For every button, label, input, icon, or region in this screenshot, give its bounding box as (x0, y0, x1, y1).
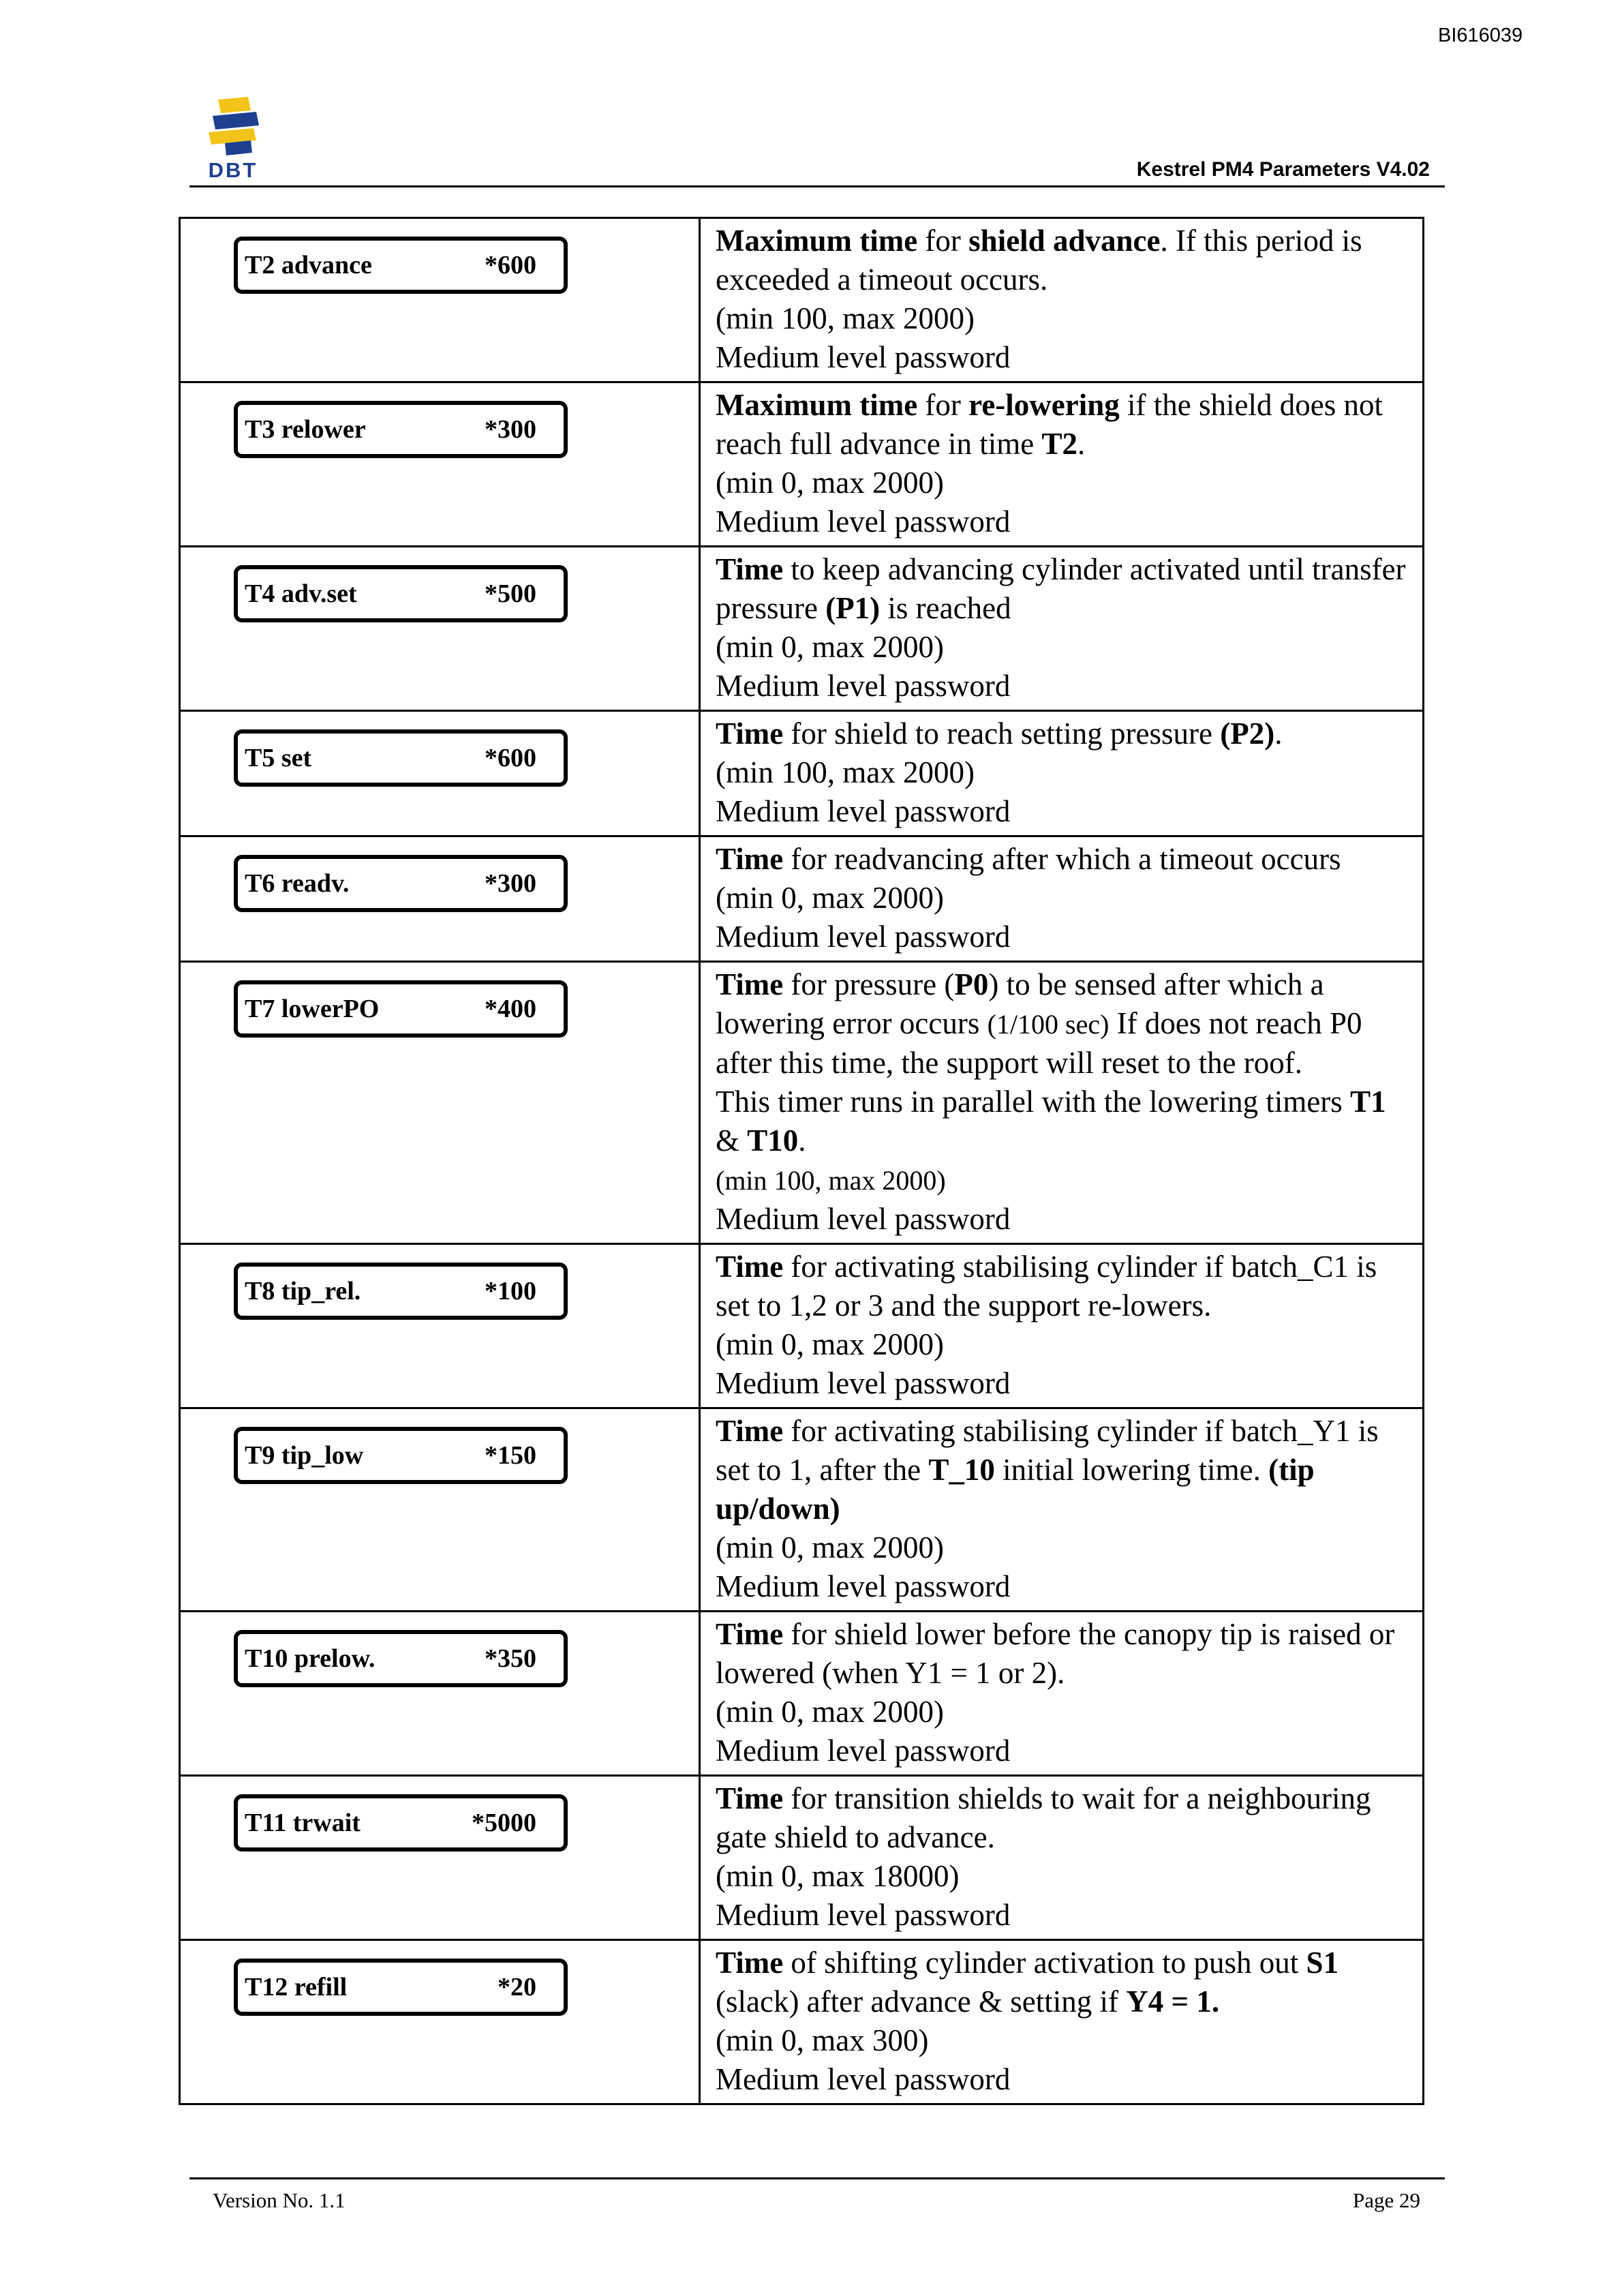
parameter-display (234, 1427, 568, 1484)
text-segment: Medium level password (716, 340, 1011, 374)
parameter-display-cell (180, 382, 700, 547)
bold-text: T10 (747, 1123, 799, 1158)
parameter-name: T5 set (245, 744, 312, 772)
parameter-name: T6 readv. (245, 869, 350, 898)
description-line (716, 840, 1409, 879)
parameter-display-cell (180, 547, 700, 711)
description-line (716, 1615, 1409, 1654)
parameter-description (700, 547, 1424, 711)
dbt-logo-icon (185, 95, 281, 157)
text-segment: (min 0, max 300) (716, 2023, 929, 2057)
table-row (180, 711, 1424, 836)
text-segment: lowered (when Y1 = 1 or 2). (716, 1656, 1065, 1690)
bold-text: (P2) (1220, 716, 1275, 751)
parameter-display-cell (180, 218, 700, 382)
table-row (180, 547, 1424, 711)
parameter-value: *300 (485, 415, 536, 444)
description-line (716, 550, 1409, 589)
description-line (716, 1364, 1409, 1403)
description-line (716, 1857, 1409, 1896)
parameter-name: T12 refill (245, 1973, 348, 2002)
footer-divider (189, 2177, 1445, 2179)
bold-text: T1 (1350, 1085, 1386, 1119)
table-row (180, 382, 1424, 547)
description-line (716, 464, 1409, 502)
parameter-description (700, 1408, 1424, 1612)
bold-text: Time (716, 967, 784, 1001)
parameter-description (700, 382, 1424, 547)
description-line (716, 1160, 1409, 1200)
text-segment: Medium level password (716, 504, 1011, 539)
parameter-description (700, 962, 1424, 1244)
parameter-value: *400 (485, 995, 536, 1023)
parameter-description (700, 711, 1424, 836)
parameter-description (700, 1776, 1424, 1940)
parameter-name: T4 adv.set (245, 579, 357, 608)
parameter-display (234, 1794, 568, 1852)
description-line (716, 1412, 1409, 1451)
text-segment: If does not reach P0 (1109, 1006, 1362, 1040)
parameter-display-cell (180, 1244, 700, 1408)
bold-text: Y4 = 1. (1126, 1984, 1220, 2019)
text-segment: (min 100, max 2000) (716, 301, 975, 335)
table-row (180, 836, 1424, 962)
parameter-display-cell (180, 711, 700, 836)
parameter-display (234, 401, 568, 458)
description-line (716, 628, 1409, 667)
parameter-name: T7 lowerPO (245, 995, 380, 1023)
description-line (716, 1944, 1409, 1982)
description-line (716, 1004, 1409, 1044)
bold-text: S1 (1306, 1946, 1339, 1980)
description-line (716, 1528, 1409, 1567)
parameter-display (234, 980, 568, 1038)
parameter-display (234, 565, 568, 622)
parameter-display (234, 1959, 568, 2016)
text-segment: is reached (880, 591, 1011, 625)
description-line (716, 1490, 1409, 1528)
text-segment: after this time, the support will reset to the roof. (716, 1046, 1303, 1080)
text-segment: (slack) after advance & setting if (716, 1984, 1127, 2019)
bold-text: Time (716, 842, 784, 876)
text-segment: (min 0, max 18000) (716, 1859, 960, 1893)
text-segment: (min 0, max 2000) (716, 1530, 944, 1565)
bold-text: Time (716, 1946, 784, 1980)
bold-text: re-lowering (968, 388, 1120, 422)
table-row (180, 1244, 1424, 1408)
description-line (716, 714, 1409, 753)
description-line (716, 425, 1409, 464)
text-segment: Medium level password (716, 1569, 1011, 1603)
document-id: BI616039 (1438, 25, 1523, 46)
bold-text: (tip (1268, 1453, 1315, 1487)
parameter-description (700, 1612, 1424, 1776)
parameter-value: *350 (485, 1644, 536, 1673)
bold-text: Maximum time (716, 224, 918, 258)
description-line (716, 1200, 1409, 1239)
bold-text: shield advance (968, 224, 1161, 258)
description-line (716, 1248, 1409, 1286)
text-segment: . (1077, 427, 1086, 461)
text-segment: of shifting cylinder activation to push out (783, 1946, 1306, 1980)
description-line (716, 1044, 1409, 1083)
bold-text: (P1) (825, 591, 881, 625)
text-segment: (min 0, max 2000) (716, 881, 944, 915)
description-line (716, 1567, 1409, 1606)
text-segment: lowering error occurs (716, 1006, 988, 1040)
parameter-display (234, 237, 568, 294)
parameter-value: *20 (498, 1973, 536, 2002)
parameter-display-cell (180, 1612, 700, 1776)
description-line (716, 1693, 1409, 1732)
parameter-value: *600 (485, 251, 536, 280)
bold-text: Time (716, 716, 784, 751)
description-line (716, 667, 1409, 706)
text-segment: if the shield does not (1119, 388, 1383, 422)
description-line (716, 1286, 1409, 1325)
text-segment: for (917, 224, 969, 258)
text-segment: (min 100, max 2000) (716, 755, 975, 789)
logo-text: DBT (208, 158, 258, 182)
text-segment: for shield lower before the canopy tip is raised or (783, 1617, 1395, 1651)
description-line (716, 753, 1409, 792)
description-line (716, 1451, 1409, 1490)
parameter-display-cell (180, 962, 700, 1244)
description-line (716, 1083, 1409, 1121)
bold-text: Time (716, 1781, 784, 1815)
bold-text: Time (716, 552, 784, 586)
parameter-name: T11 trwait (245, 1809, 361, 1837)
text-segment: for activating stabilising cylinder if batch_Y1 is (783, 1414, 1379, 1448)
table-row (180, 1612, 1424, 1776)
description-line (716, 502, 1409, 541)
text-segment: initial lowering time. (994, 1453, 1269, 1487)
parameter-description (700, 218, 1424, 382)
text-segment: . (798, 1123, 806, 1158)
text-segment: for readvancing after which a timeout occurs (783, 842, 1341, 876)
parameter-display-cell (180, 836, 700, 962)
dbt-logo (185, 95, 281, 184)
text-segment: for shield to reach setting pressure (783, 716, 1221, 751)
bold-text: Time (716, 1414, 784, 1448)
parameter-name: T10 prelow. (245, 1644, 376, 1673)
parameters-table (179, 217, 1424, 2105)
text-segment: for transition shields to wait for a neighbouring (783, 1781, 1371, 1815)
text-segment: (1/100 sec) (987, 1009, 1110, 1040)
text-segment: to keep advancing cylinder activated until transfer (783, 552, 1406, 586)
description-line (716, 1896, 1409, 1935)
description-line (716, 589, 1409, 628)
description-line (716, 1121, 1409, 1160)
text-segment: Medium level password (716, 1734, 1011, 1768)
text-segment: for activating stabilising cylinder if batch_C1 is (783, 1250, 1377, 1284)
description-line (716, 1325, 1409, 1364)
parameter-value: *100 (485, 1277, 536, 1305)
parameter-name: T8 tip_rel. (245, 1277, 361, 1305)
parameter-description (700, 836, 1424, 962)
bold-text: P0 (954, 967, 989, 1001)
parameter-value: *150 (485, 1441, 536, 1470)
parameter-display (234, 729, 568, 787)
page-number: Page 29 (1352, 2188, 1420, 2212)
bold-text: Maximum time (716, 388, 918, 422)
header-divider (189, 185, 1445, 187)
parameter-name: T9 tip_low (245, 1441, 364, 1470)
text-segment: for pressure ( (783, 967, 955, 1001)
text-segment: set to 1, after the (716, 1453, 929, 1487)
table-row (180, 962, 1424, 1244)
text-segment: set to 1,2 or 3 and the support re-lowers. (716, 1288, 1212, 1323)
description-line (716, 2021, 1409, 2060)
text-segment: (min 0, max 2000) (716, 466, 944, 500)
description-line (716, 792, 1409, 831)
table-row (180, 1408, 1424, 1612)
text-segment: for (917, 388, 969, 422)
text-segment: Medium level password (716, 794, 1011, 828)
text-segment: Medium level password (716, 920, 1011, 954)
parameter-value: *5000 (472, 1809, 536, 1837)
text-segment: . If this period is (1160, 224, 1362, 258)
bold-text: Time (716, 1250, 784, 1284)
parameter-description (700, 1244, 1424, 1408)
version-number: Version No. 1.1 (213, 2188, 346, 2212)
text-segment: (min 0, max 2000) (716, 1327, 944, 1361)
parameter-name: T2 advance (245, 251, 372, 280)
description-line (716, 338, 1409, 377)
text-segment: ) to be sensed after which a (988, 967, 1324, 1001)
text-segment: exceeded a timeout occurs. (716, 262, 1048, 297)
text-segment: reach full advance in time (716, 427, 1042, 461)
parameter-value: *300 (485, 869, 536, 898)
text-segment: Medium level password (716, 1202, 1011, 1236)
parameter-display-cell (180, 1940, 700, 2104)
text-segment: gate shield to advance. (716, 1820, 995, 1854)
table-row (180, 1940, 1424, 2104)
description-line (716, 260, 1409, 299)
text-segment: Medium level password (716, 1898, 1011, 1932)
description-line (716, 1654, 1409, 1693)
parameter-value: *600 (485, 744, 536, 772)
description-line (716, 1818, 1409, 1857)
bold-text: T_10 (928, 1453, 995, 1487)
parameter-display-cell (180, 1776, 700, 1940)
bold-text: Time (716, 1617, 784, 1651)
parameter-display (234, 855, 568, 912)
description-line (716, 2060, 1409, 2099)
description-line (716, 965, 1409, 1004)
description-line (716, 386, 1409, 425)
text-segment: (min 0, max 2000) (716, 630, 944, 664)
description-line (716, 879, 1409, 918)
bold-text: up/down) (716, 1492, 840, 1526)
text-segment: Medium level password (716, 669, 1011, 703)
text-segment: Medium level password (716, 2062, 1011, 2096)
document-title: Kestrel PM4 Parameters V4.02 (1136, 158, 1430, 181)
description-line (716, 1732, 1409, 1770)
text-segment: This timer runs in parallel with the lowering timers (716, 1085, 1351, 1119)
text-segment: (min 0, max 2000) (716, 1695, 944, 1729)
parameter-value: *500 (485, 579, 536, 608)
text-segment: . (1274, 716, 1283, 751)
parameter-display (234, 1263, 568, 1320)
table-row (180, 218, 1424, 382)
text-segment: pressure (716, 591, 826, 625)
text-segment: (min 100, max 2000) (716, 1165, 946, 1196)
parameter-display (234, 1630, 568, 1687)
description-line (716, 918, 1409, 956)
description-line (716, 299, 1409, 338)
description-line (716, 1779, 1409, 1818)
description-line (716, 1982, 1409, 2021)
parameter-name: T3 relower (245, 415, 366, 444)
table-row (180, 1776, 1424, 1940)
text-segment: Medium level password (716, 1366, 1011, 1400)
bold-text: T2 (1041, 427, 1078, 461)
parameter-description (700, 1940, 1424, 2104)
parameter-display-cell (180, 1408, 700, 1612)
text-segment: & (716, 1123, 748, 1158)
description-line (716, 222, 1409, 260)
